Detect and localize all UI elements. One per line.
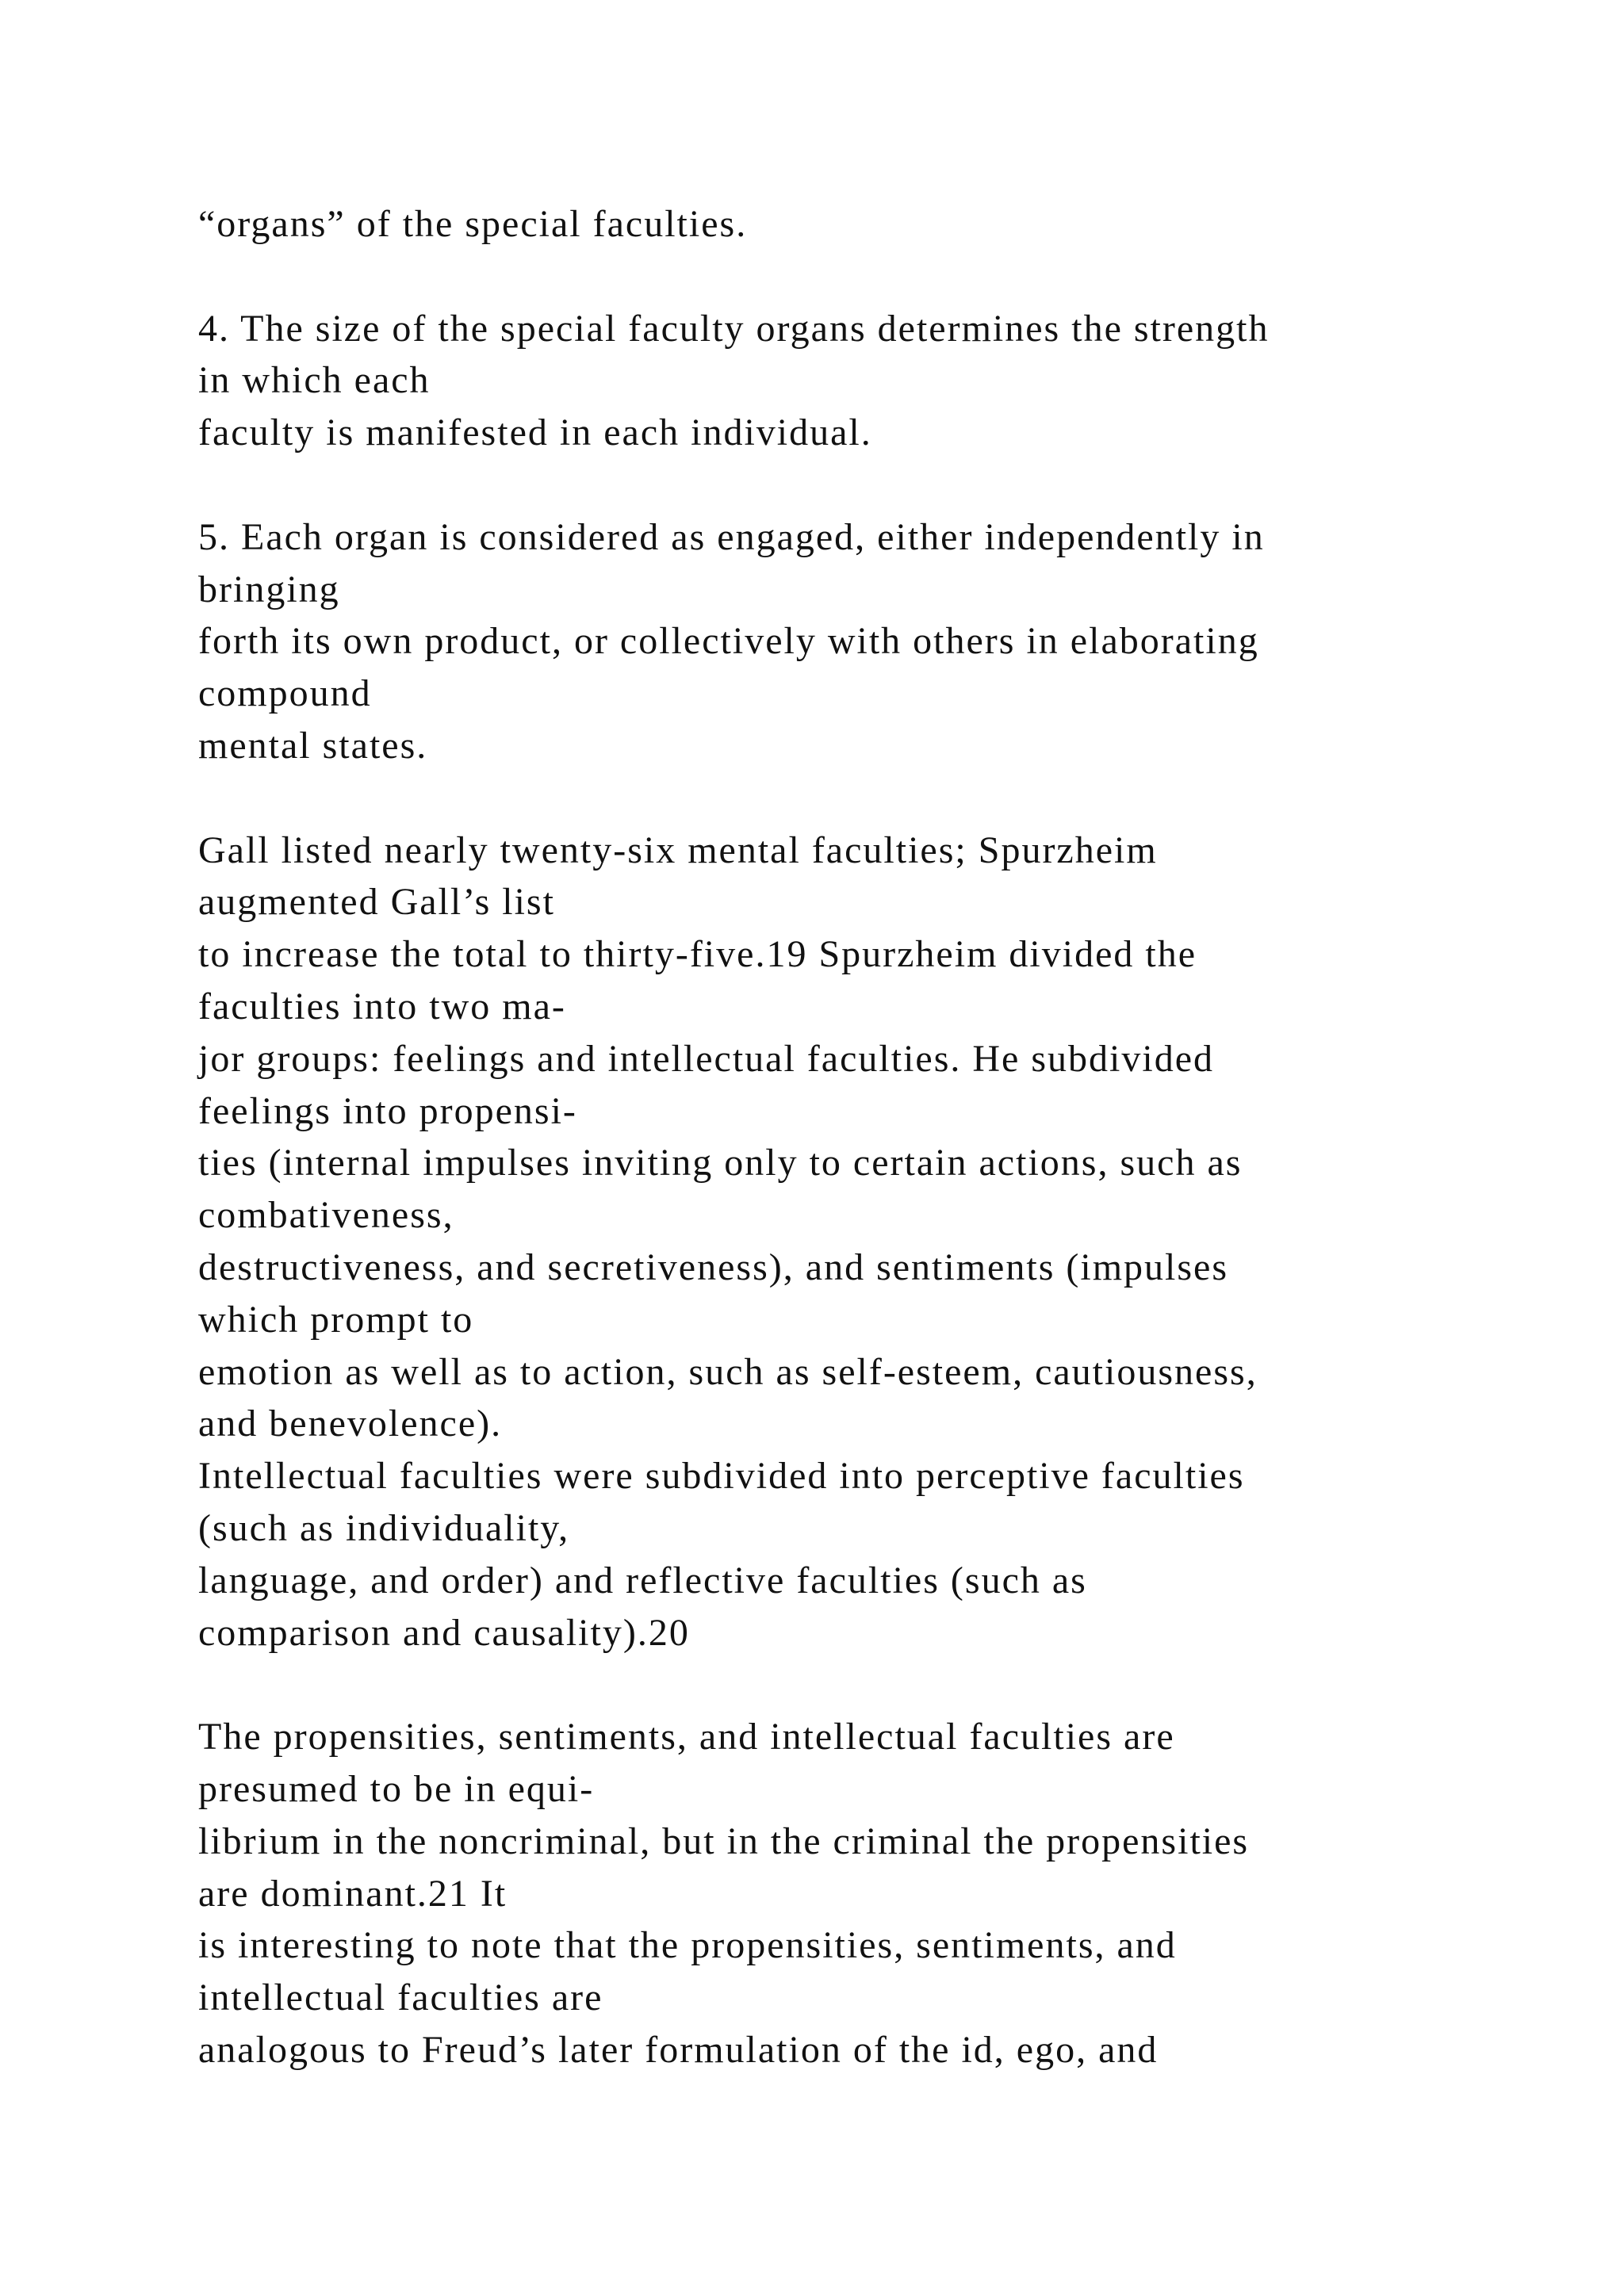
text-line: Gall listed nearly twenty-six mental faculties; Spurzheim [198, 828, 1158, 871]
blank-line [198, 1659, 1546, 1711]
text-line: presumed to be in equi- [198, 1767, 595, 1810]
text-line: faculties into two ma- [198, 985, 566, 1027]
text-line: to increase the total to thirty-five.19 Spurzheim divided the [198, 933, 1197, 976]
text-line: destructiveness, and secretiveness), and sentiments (impulses [198, 1246, 1229, 1288]
text-line: intellectual faculties are [198, 1976, 603, 2019]
text-line: emotion as well as to action, such as self-esteem, cautiousness, [198, 1350, 1258, 1393]
text-line: “organs” of the special faculties. [198, 203, 748, 245]
text-line: forth its own product, or collectively with others in elaborating [198, 620, 1259, 663]
text-line: (such as individuality, [198, 1506, 570, 1549]
text-line: bringing [198, 568, 340, 610]
text-line: jor groups: feelings and intellectual faculties. He subdivided [198, 1037, 1215, 1080]
text-line: which prompt to [198, 1298, 474, 1341]
blank-line [198, 459, 1546, 511]
text-line: ties (internal impulses inviting only to certain actions, such as [198, 1142, 1243, 1184]
text-line: feelings into propensi- [198, 1089, 577, 1132]
blank-line [198, 251, 1546, 303]
text-line: compound [198, 672, 372, 715]
text-line: The propensities, sentiments, and intellectual faculties are [198, 1716, 1175, 1758]
text-line: analogous to Freud’s later formulation of the id, ego, and [198, 2028, 1159, 2071]
text-line: comparison and causality).20 [198, 1611, 690, 1654]
body-text [198, 198, 1546, 2076]
text-line: librium in the noncriminal, but in the criminal the propensities [198, 1820, 1250, 1862]
text-line: are dominant.21 It [198, 1872, 508, 1915]
text-line: augmented Gall’s list [198, 881, 555, 924]
text-line: 5. Each organ is considered as engaged, either independently in [198, 515, 1265, 558]
text-line: and benevolence). [198, 1402, 503, 1445]
blank-line [198, 772, 1546, 825]
text-line: is interesting to note that the propensities, sentiments, and [198, 1924, 1177, 1967]
text-line: mental states. [198, 724, 428, 767]
text-line: in which each [198, 359, 431, 402]
text-line: faculty is manifested in each individual. [198, 411, 872, 454]
text-line: language, and order) and reflective faculties (such as [198, 1559, 1087, 1601]
text-line: Intellectual faculties were subdivided into perceptive faculties [198, 1455, 1245, 1498]
text-line: combativeness, [198, 1194, 454, 1237]
text-line: 4. The size of the special faculty organs determines the strength [198, 307, 1270, 350]
